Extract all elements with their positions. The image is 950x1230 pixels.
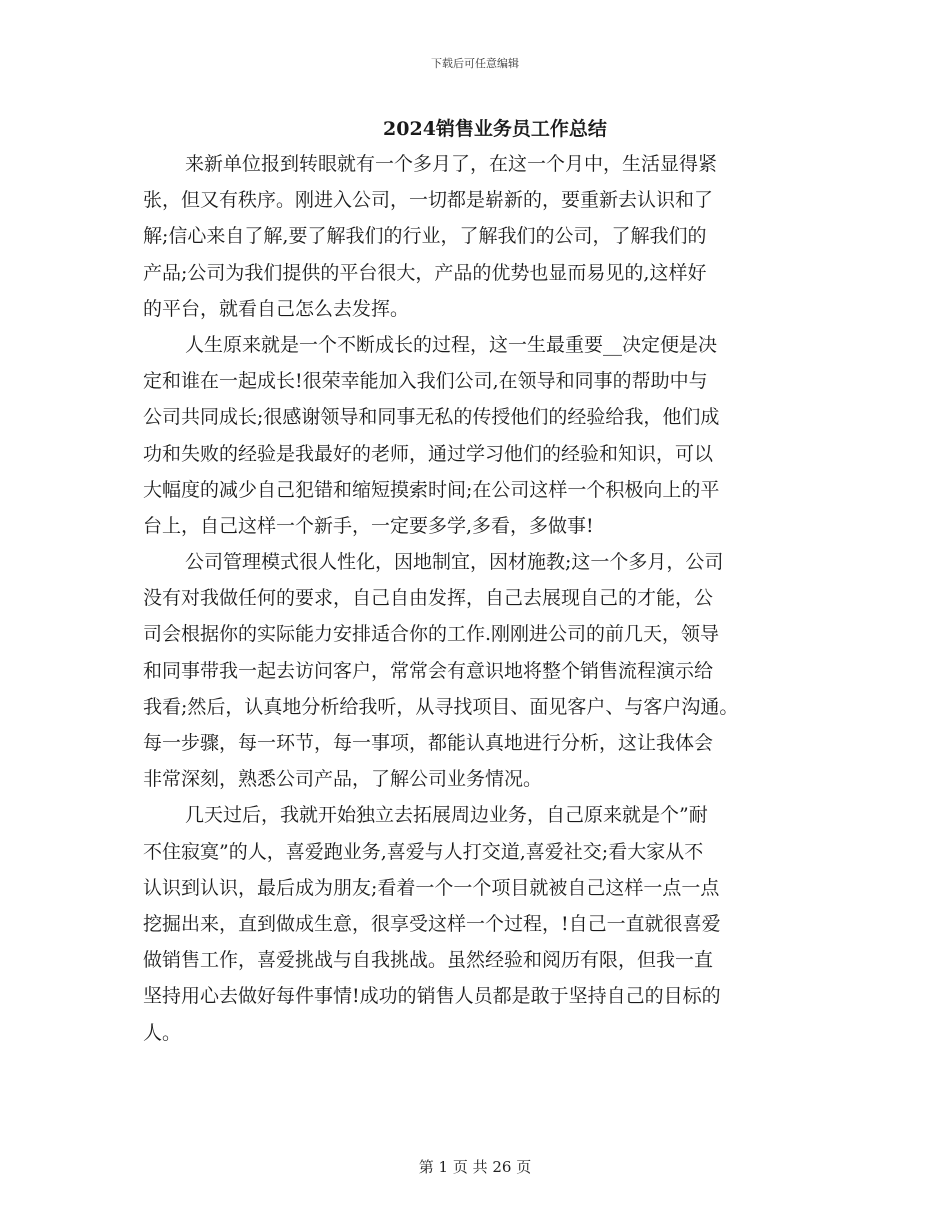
paragraph-line: 解;信心来自了解,要了解我们的行业，了解我们的公司，了解我们的: [143, 225, 707, 248]
paragraph-line: 司会根据你的实际能力安排适合你的工作.刚刚进公司的前几天，领导: [143, 623, 720, 646]
document-title: 2024销售业务员工作总结: [383, 118, 607, 140]
paragraph-line: 定和谁在一起成长!很荣幸能加入我们公司,在领导和同事的帮助中与: [143, 370, 708, 393]
paragraph-line: 每一步骤，每一环节，每一事项，都能认真地进行分析，这让我体会: [143, 732, 714, 754]
paragraph-line: 大幅度的减少自己犯错和缩短摸索时间;在公司这样一个积极向上的平: [143, 478, 720, 501]
header-note: 下载后可任意编辑: [431, 57, 519, 70]
paragraph-line: 人。: [143, 1021, 182, 1044]
paragraph-line: 做销售工作，喜爱挑战与自我挑战。虽然经验和阅历有限，但我一直: [143, 949, 714, 972]
paragraph-line: 非常深刻，熟悉公司产品，了解公司业务情况。: [143, 768, 543, 791]
paragraph-line: 的平台，就看自己怎么去发挥。: [143, 297, 410, 320]
paragraph-line: 认识到认识，最后成为朋友;看着一个一个项目就被自己这样一点一点: [143, 876, 720, 899]
paragraph-line: 不住寂寞”的人，喜爱跑业务,喜爱与人打交道,喜爱社交;看大家从不: [143, 840, 704, 863]
paragraph-line: 和同事带我一起去访问客户，常常会有意识地将整个销售流程演示给: [143, 659, 714, 682]
paragraph-line: 坚持用心去做好每件事情!成功的销售人员都是敢于坚持自己的目标的: [143, 985, 721, 1008]
page-number: 第 1 页 共 26 页: [418, 1158, 532, 1176]
paragraph-line: 没有对我做任何的要求，自己自由发挥，自己去展现自己的才能，公: [143, 587, 714, 610]
paragraph-line: 我看;然后，认真地分析给我听，从寻找项目、面见客户、与客户沟通。: [143, 695, 739, 718]
paragraph-line: 人生原来就是一个不断成长的过程，这一生最重要__决定便是决: [185, 333, 718, 356]
paragraph-line: 功和失败的经验是我最好的老师，通过学习他们的经验和知识，可以: [143, 442, 714, 465]
paragraph-line: 几天过后，我就开始独立去拓展周边业务，自己原来就是个”耐: [185, 804, 708, 827]
paragraph-line: 台上，自己这样一个新手，一定要多学,多看，多做事!: [143, 514, 594, 537]
document-body: [143, 146, 823, 1051]
paragraph-line: 公司管理模式很人性化，因地制宜，因材施教;这一个多月，公司: [185, 551, 724, 574]
paragraph-line: 张，但又有秩序。刚进入公司，一切都是崭新的，要重新去认识和了: [143, 189, 714, 212]
paragraph-line: 挖掘出来，直到做成生意，很享受这样一个过程，!自己一直就很喜爱: [143, 912, 721, 935]
paragraph-line: 公司共同成长;很感谢领导和同事无私的传授他们的经验给我，他们成: [143, 406, 720, 429]
paragraph-line: 来新单位报到转眼就有一个多月了，在这一个月中，生活显得紧: [185, 153, 718, 175]
paragraph-line: 产品;公司为我们提供的平台很大，产品的优势也显而易见的,这样好: [143, 261, 707, 284]
